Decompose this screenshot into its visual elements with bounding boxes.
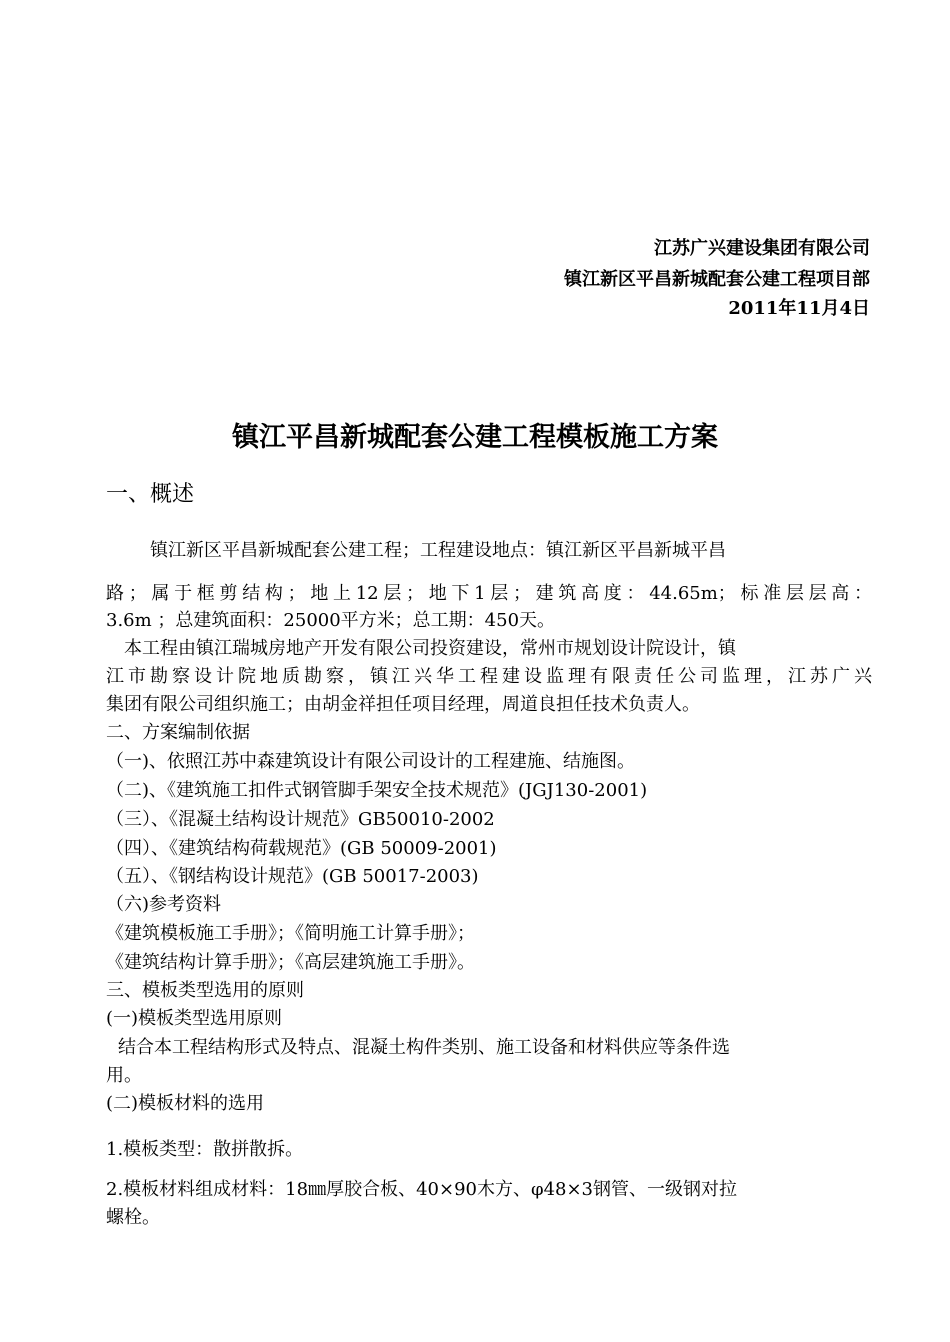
overview-paragraph-line: 江市勘察设计院地质勘察，镇江兴华工程建设监理有限责任公司监理，江苏广兴 (106, 666, 872, 687)
basis-list-item: （五）、《钢结构设计规范》(GB 50017-2003) (106, 866, 479, 887)
overview-paragraph-line: 集团有限公司组织施工；由胡金祥担任项目经理，周道良担任技术负责人。 (106, 694, 700, 715)
company-name: 江苏广兴建设集团有限公司 (654, 238, 870, 259)
basis-list-item: 《建筑模板施工手册》；《简明施工计算手册》； (106, 923, 475, 944)
subsection-heading: (二)模板材料的选用 (106, 1093, 265, 1114)
materials-list-item: 螺栓。 (106, 1207, 160, 1228)
materials-list-item: 1.模板类型：散拼散拆。 (106, 1139, 304, 1160)
overview-paragraph-line: 镇江新区平昌新城配套公建工程；工程建设地点：镇江新区平昌新城平昌 (150, 540, 726, 561)
overview-paragraph-line: 路；属于框剪结构；地上12层；地下1层；建筑高度：44.65m；标准层层高： (106, 583, 872, 604)
basis-list-item: （三）、《混凝土结构设计规范》GB50010-2002 (106, 809, 495, 830)
materials-list-item: 2.模板材料组成材料：18㎜厚胶合板、40×90木方、φ48×3钢管、一级钢对拉 (106, 1179, 738, 1200)
basis-list-item: （二)、《建筑施工扣件式钢管脚手架安全技术规范》(JGJ130-2001) (106, 780, 648, 801)
basis-list-item: （六)参考资料 (106, 894, 222, 915)
basis-list-item: 《建筑结构计算手册》；《高层建筑施工手册》。 (106, 952, 475, 973)
basis-list-item: （四）、《建筑结构荷载规范》(GB 50009-2001) (106, 838, 497, 859)
subsection-heading: (一)模板类型选用原则 (106, 1008, 283, 1029)
principles-paragraph-line: 用。 (106, 1065, 142, 1086)
section-heading-basis: 二、方案编制依据 (106, 722, 250, 743)
overview-paragraph-line: 3.6m ；总建筑面积：25000平方米；总工期：450天。 (106, 610, 556, 631)
document-title: 镇江平昌新城配套公建工程模板施工方案 (232, 422, 718, 453)
basis-list-item: （一)、依照江苏中森建筑设计有限公司设计的工程建施、结施图。 (106, 751, 636, 772)
section-heading-overview: 一、概述 (106, 482, 195, 507)
overview-paragraph-line: 本工程由镇江瑞城房地产开发有限公司投资建设，常州市规划设计院设计，镇 (124, 638, 736, 659)
project-department: 镇江新区平昌新城配套公建工程项目部 (564, 269, 870, 290)
section-heading-principles: 三、模板类型选用的原则 (106, 980, 304, 1001)
principles-paragraph-line: 结合本工程结构形式及特点、混凝土构件类别、施工设备和材料供应等条件选 (118, 1037, 730, 1058)
document-date: 2011年11月4日 (728, 298, 870, 319)
